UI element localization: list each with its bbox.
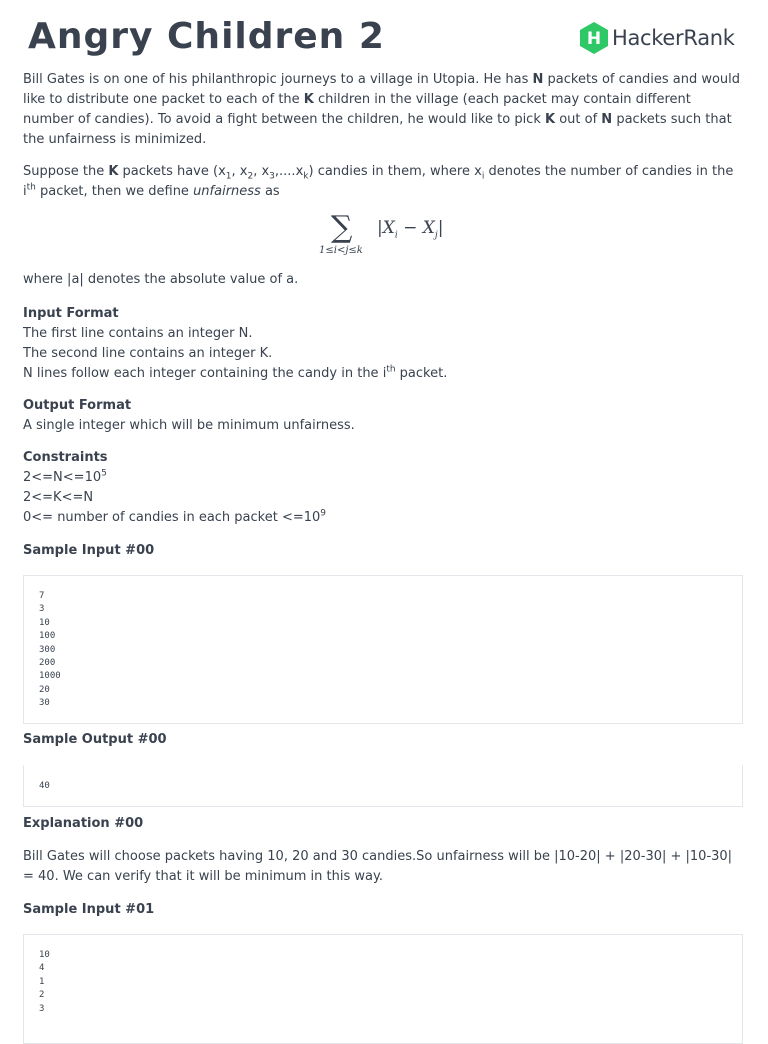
code-line: 300 [39, 644, 56, 655]
hackerrank-logo[interactable] [578, 21, 735, 55]
explanation-00-text: Bill Gates will choose packets having 10, 20 and 30 candies.So unfairness will be |10-20| + |20-30| + |10-30| = 40. We can verify that it will be minimum in this way. [23, 849, 733, 884]
sigma-symbol: ∑ [331, 210, 353, 245]
input-format-line: The second line contains an integer K. [23, 346, 273, 361]
code-line: 30 [39, 698, 50, 709]
code-line: 3 [39, 604, 45, 615]
code-line: 7 [39, 591, 45, 601]
intro-paragraph: Bill Gates is on one of his philanthropic journeys to a village in Utopia. He has N packets of candies and would like to distribute one packet to each of the K children in the village (each packet may contain different number of candies). To avoid a fight between the children, he would like to pick K out of N packets such that the unfairness is minimized. [23, 72, 741, 147]
code-line: 10 [39, 617, 50, 628]
sample-input-00-box[interactable] [23, 575, 743, 724]
svg-text:H: H [586, 29, 602, 49]
code-line: 3 [39, 1003, 45, 1014]
sample-input-01-heading: Sample Input #01 [23, 902, 155, 917]
sample-input-01-code[interactable] [24, 935, 742, 1016]
sample-input-01-box[interactable] [23, 934, 743, 1044]
sample-output-00-heading: Sample Output #00 [23, 732, 167, 747]
constraints-heading: Constraints [23, 450, 108, 465]
sum-limits: 1≤i<j≤k [319, 245, 363, 256]
code-line: 40 [39, 781, 50, 791]
code-line: 1 [39, 976, 45, 987]
output-format-section [23, 396, 745, 436]
input-format-section [23, 304, 745, 384]
explanation-00-heading: Explanation #00 [23, 816, 144, 831]
sample-input-00-code[interactable] [24, 576, 742, 711]
code-line: 10 [39, 950, 50, 960]
sample-output-00-box[interactable] [23, 765, 743, 807]
output-format-line: A single integer which will be minimum unfairness. [23, 418, 355, 433]
logo-text: HackerRank [612, 26, 735, 50]
constraint-line: $2<=N<=10^5$ [23, 468, 107, 485]
code-line: 200 [39, 658, 56, 669]
constraint-line: 2<=K<=N [23, 490, 94, 505]
code-line: 2 [39, 990, 45, 1001]
formula-body: $|X_i - X_j|$ [377, 218, 444, 241]
code-line: 20 [39, 684, 50, 695]
code-line: 100 [39, 631, 56, 642]
input-format-line: N lines follow each integer containing the candy in the $i^{th}$ packet. [23, 364, 448, 381]
input-format-line: The first line contains an integer N. [23, 326, 253, 341]
input-format-heading: Input Format [23, 306, 119, 321]
constraints-section [23, 448, 745, 528]
header [23, 0, 745, 72]
constraint-line: 0<= number of candies in each packet $<=10^9$ [23, 508, 327, 525]
code-line: 4 [39, 963, 45, 974]
sample-input-00-heading: Sample Input #00 [23, 543, 155, 558]
unfairness-formula [319, 212, 459, 262]
sample-output-00-code[interactable] [24, 766, 742, 793]
suppose-paragraph: Suppose the K packets have ($x_1$, $x_2$, $x_3,....x_k$) candies in them, where $x_i$ denotes the number of candies in the $i^{th}$ packet, then we define unfairness as [23, 164, 734, 199]
code-line: 1000 [39, 671, 61, 682]
output-format-heading: Output Format [23, 398, 132, 413]
hackerrank-logo-icon [578, 21, 610, 55]
page-title: Angry Children 2 [28, 16, 385, 57]
where-text: where |a| denotes the absolute value of a. [23, 272, 299, 287]
problem-page [23, 0, 745, 1014]
